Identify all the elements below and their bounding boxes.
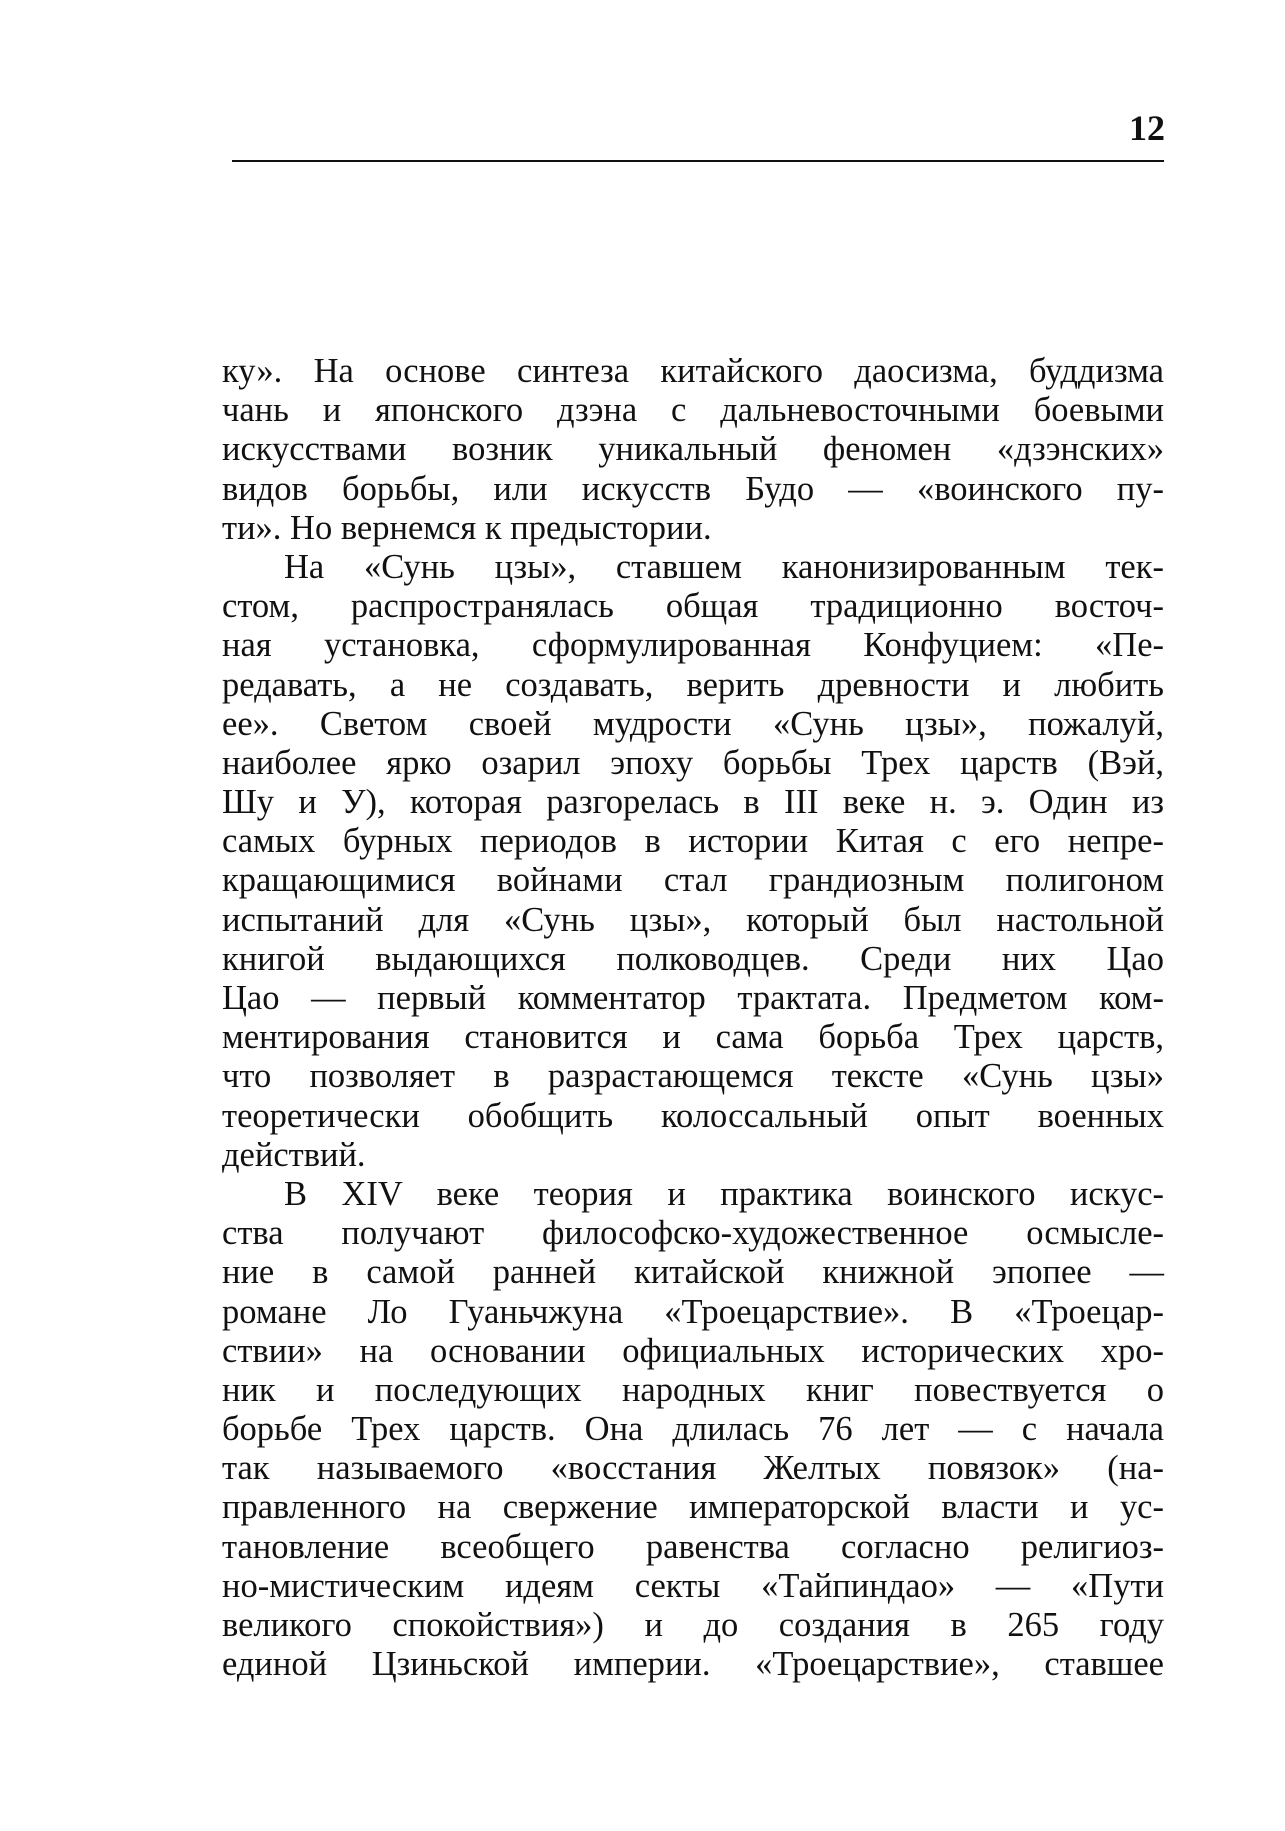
text-line: ти». Но вернемся к предыстории. [222, 508, 712, 547]
text-line: В XIV веке теория и практика воинского искус- [284, 1174, 1164, 1213]
text-line: великого спокойствия») и до создания в 265 году [222, 1606, 1164, 1644]
text-line: чань и японского дзэна с дальневосточными боевыми [222, 391, 1164, 430]
text-line: ник и последующих народных книг повествуется о [222, 1370, 1164, 1409]
text-line: что позволяет в разрастающемся тексте «Сунь цзы» [222, 1057, 1164, 1096]
text-line: правленного на свержение императорской власти и ус- [222, 1488, 1164, 1527]
header-rule [232, 160, 1164, 162]
text-line: ствии» на основании официальных исторических хро- [222, 1331, 1164, 1370]
text-line: так называемого «восстания Желтых повязок» (на- [222, 1449, 1164, 1488]
text-line: борьбе Трех царств. Она длилась 76 лет — с начала [222, 1410, 1164, 1449]
text-line: ку». На основе синтеза китайского даосизма, буддизма [222, 352, 1164, 390]
text-line: действий. [222, 1135, 366, 1174]
text-line: На «Сунь цзы», ставшем канонизированным тек- [284, 547, 1164, 586]
text-line: самых бурных периодов в истории Китая с его непре- [222, 822, 1164, 861]
text-line: ние в самой ранней китайской книжной эпопее — [222, 1253, 1164, 1292]
text-line: наиболее ярко озарил эпоху борьбы Трех царств (Вэй, [222, 743, 1164, 782]
text-line: Шу и У), которая разгорелась в III веке н. э. Один из [222, 783, 1164, 822]
text-line: тановление всеобщего равенства согласно религиоз- [222, 1527, 1164, 1566]
text-line: ства получают философско-художественное осмысле- [222, 1214, 1164, 1253]
text-line: кращающимися войнами стал грандиозным полигоном [222, 861, 1164, 900]
page-number: 12 [1129, 108, 1165, 148]
text-line: ментирования становится и сама борьба Трех царств, [222, 1018, 1164, 1057]
text-line: ее». Светом своей мудрости «Сунь цзы», пожалуй, [222, 704, 1164, 743]
text-line: ная установка, сформулированная Конфуцием: «Пе- [222, 626, 1164, 665]
text-line: но-мистическим идеям секты «Тайпиндао» — «Пути [222, 1566, 1164, 1605]
text-line: искусствами возник уникальный феномен «дзэнских» [222, 430, 1164, 469]
text-line: книгой выдающихся полководцев. Среди них Цао [222, 939, 1164, 978]
text-line: редавать, а не создавать, верить древности и любить [222, 665, 1164, 704]
text-line: теоретически обобщить колоссальный опыт военных [222, 1096, 1164, 1135]
text-line: видов борьбы, или искусств Будо — «воинского пу- [222, 469, 1164, 508]
body-text [222, 352, 1164, 1684]
text-line: единой Цзиньской империи. «Троецарствие», ставшее [222, 1645, 1164, 1684]
text-line: романе Ло Гуаньчжуна «Троецарствие». В «Троецар- [222, 1292, 1164, 1331]
text-line: испытаний для «Сунь цзы», который был настольной [222, 900, 1164, 939]
text-line: стом, распространялась общая традиционно восточ- [222, 587, 1164, 626]
text-line: Цао — первый комментатор трактата. Предметом ком- [222, 979, 1164, 1017]
